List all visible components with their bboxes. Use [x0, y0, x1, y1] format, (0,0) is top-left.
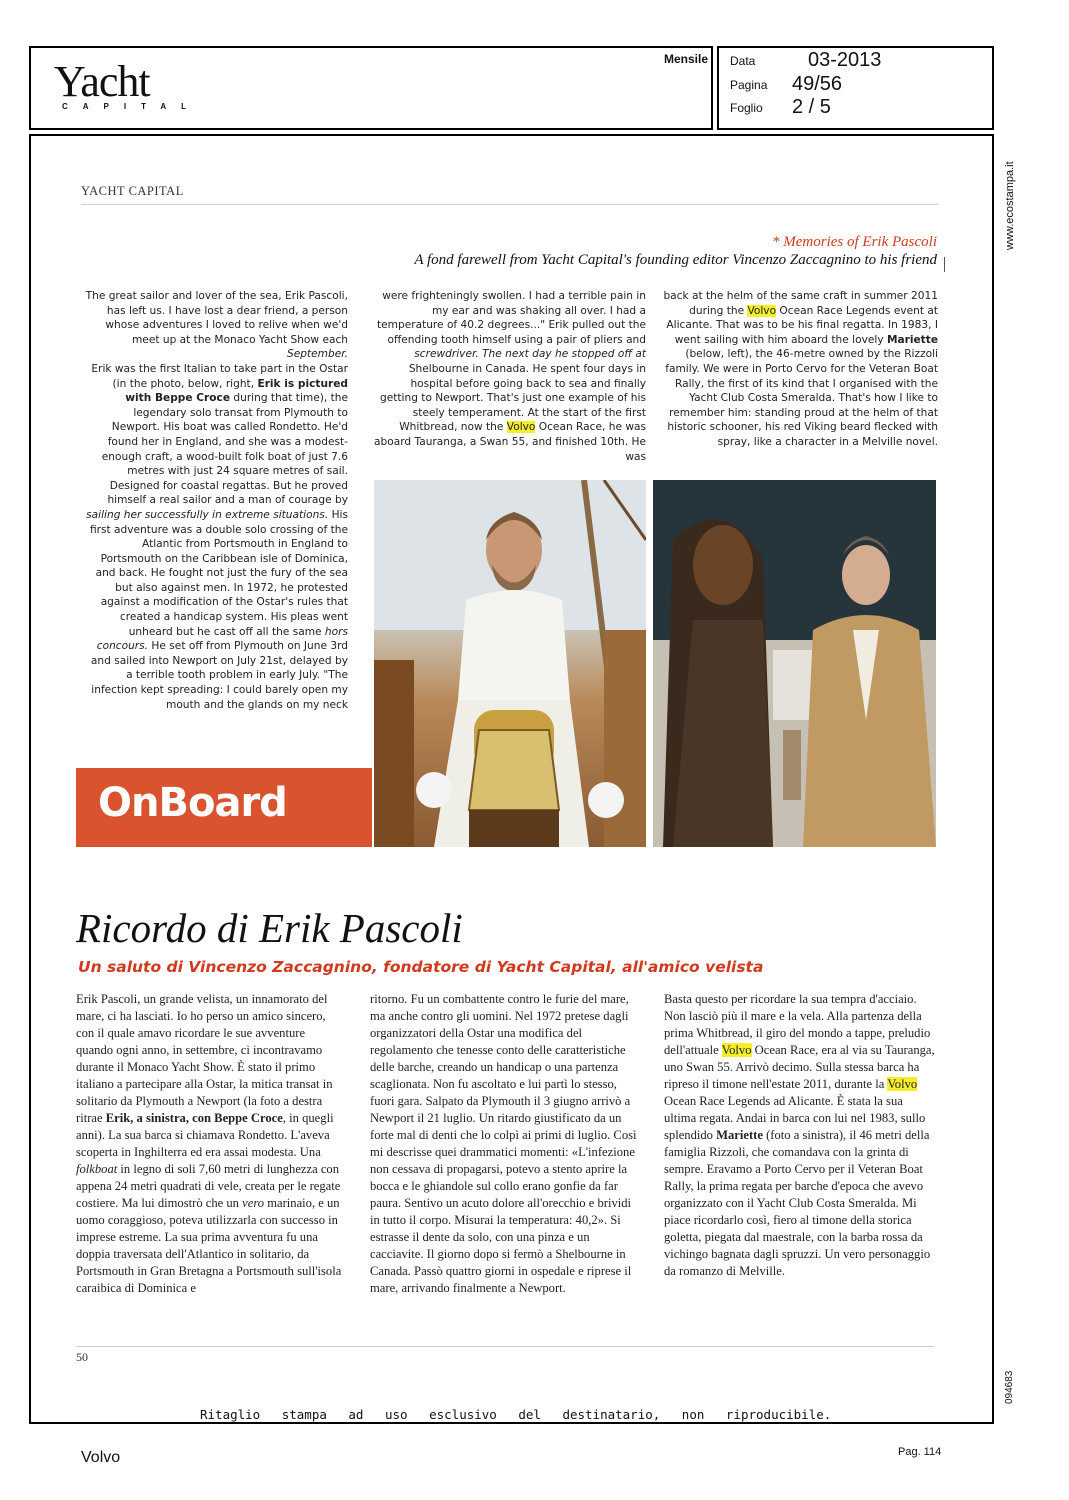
it-column-1: Erik Pascoli, un grande velista, un innamorato del mare, ci ha lasciati. Io ho perso un amico sincero, con il quale amavo ricordare le sue avventure quando ogni anno, in settembre, ci incontravamo durante il Monaco Yacht Show. È stato il primo italiano a partecipare alla Ostar, la mitica transat in solitario da Plymouth a Newport (la foto a destra ritrae Erik, a sinistra, con Beppe Croce, in quegli anni). La sua barca si chiamava Rondetto. L'aveva scoperta in Inghilterra ed era assai modesta. Una folkboat in legno di soli 7,60 metri di lunghezza con appena 24 metri quadrati di vele, creata per le regate costiere. Ma lui dimostrò che un vero marinaio, e un uomo coraggioso, poteva utilizzarla con successo in imprese estreme. La sua prima avventura fu una doppia traversata dell'Atlantico in solitario, da Portsmouth in Gran Bretagna a Portsmouth sull'isola caraibica di Dominica e: [76, 992, 342, 1295]
volvo-highlight: Volvo: [747, 304, 777, 317]
en-column-3: back at the helm of the same craft in summer 2011 during the Volvo Ocean Race Legends event at Alicante. That was to be his final regatta. In 1983, I went sailing with him aboard the lovely Mariette (below, left), the 46-metre owned by the Rizzoli family. We were in Porto Cervo for the Veteran Boat Rally, the first of its kind that I organised with the Yacht Club Costa Smeralda. That's how I like to remember him: standing proud at the helm of that historic schooner, his red Viking beard flecked with spray, like a character in a Melville novel.: [663, 290, 938, 448]
it-column-2: ritorno. Fu un combattente contro le furie del mare, ma anche contro gli uomini. Nel 1972 pretese dagli organizzatori della Ostar una modifica del regolamento che tenesse conto delle caratteristiche delle barche, creando un handicap o una partenza scaglionata. Non fu ascoltato e lui partì lo stesso, fuori gara. Salpato da Plymouth il 3 giugno arrivò a Newport il 21 luglio. Un ritardo giustificato da un forte mal di denti che lo colpì ai primi di luglio. Così mi descrisse quei drammatici momenti: «L'infezione non cessava di propagarsi, potevo a stento aprire la bocca e le ghiandole sul collo erano gonfie da far paura. Sentivo un acuto dolore all'orecchio e brividi in tutto il corpo. Misurai la temperatura: 40,2». Si estrasse il dente da solo, con una pinza e un cacciavite. Il giorno dopo si fermò a Shelbourne in Canada. Passò quattro giorni in ospedale e riprese il mare, arrivando finalmente a Newport.: [370, 992, 637, 1295]
kicker-text: Memories of Erik Pascoli: [783, 234, 937, 250]
kicker: [772, 234, 937, 251]
volvo-highlight: Volvo: [721, 1043, 752, 1057]
section-label: YACHT CAPITAL: [81, 184, 184, 198]
en-col1-p2: Erik was the first Italian to take part in the Ostar (in the photo, below, right, Erik is pictured with Beppe Croce during that time), the legendary solo transat from Plymouth to Newport. His boat was called Rondetto. He'd found her in England, and she was a modest-enough craft, a wood-built folk boat of just 7.6 metres with just 24 square metres of sail. Designed for coastal regattas. But he proved himself a real sailor and a man of courage by sailing her successfully in extreme situations. His first adventure was a double solo crossing of the Atlantic from Portsmouth in England to Portsmouth on the Caribbean isle of Dominica, and back. He fought not just the fury of the sea but also against men. In 1972, he protested against a modification of the Ostar's rules that created a handicap system. His pleas went unheard but he cast off all the same hors concours. He set off from Plymouth on June 3rd and sailed into Newport on July 21st, delayed by a terrible tooth problem in early July. "The infection kept spreading: I could barely open my mouth and the glands on my neck: [86, 362, 348, 711]
foglio-value: 2 / 5: [792, 96, 831, 118]
pagina-label: Pagina: [730, 78, 768, 92]
side-code: 094683: [1004, 1370, 1015, 1404]
kicker-star: *: [772, 234, 780, 250]
pagina-value: 49/56: [792, 73, 843, 95]
subtitle-it: Un saluto di Vincenzo Zaccagnino, fondatore di Yacht Capital, all'amico velista: [78, 958, 764, 976]
data-value: 03-2013: [808, 49, 882, 71]
photo-erik-at-helm: [374, 480, 646, 847]
title-it: Ricordo di Erik Pascoli: [76, 905, 463, 951]
subtitle-en: A fond farewell from Yacht Capital's founding editor Vincenzo Zaccagnino to his friend: [414, 252, 937, 268]
logo-yacht: Yacht: [54, 57, 150, 106]
en-column-1: [84, 289, 348, 712]
foglio-label: Foglio: [730, 101, 763, 115]
photo-erik-with-beppe-croce: [653, 480, 936, 847]
photo-croce-illustration: [653, 480, 936, 847]
bottom-rule: [76, 1346, 934, 1347]
en-column-2: were frighteningly swollen. I had a terrible pain in my ear and was shaking all over. I had a temperature of 40.2 degrees..." Erik pulled out the offending tooth himself using a pair of pliers and screwdriver. The next day he stopped off at Shelbourne in Canada. He spent four days in hospital before going back to sea and finally getting to Newport. That's just one example of his steely temperament. At the start of the first Whitbread, now the Volvo Ocean Race, he was aboard Tauranga, a Swan 55, and finished 10th. He was: [374, 290, 646, 463]
data-label: Data: [730, 54, 756, 68]
it-column-3: Basta questo per ricordare la sua tempra d'acciaio. Non lasciò più il mare e la vela. Alla partenza della prima Whitbread, il giro del mondo a tappe, preludio dell'attuale Volvo Ocean Race, era al via su Tauranga, uno Swan 55. Arrivò decimo. Sulla stessa barca ha ripreso il timone nell'estate 2011, durante la Volvo Ocean Race Legends ad Alicante. È stata la sua ultima regata. Andai in barca con lui nel 1983, sullo splendido Mariette (foto a sinistra), il 46 metri della famiglia Rizzoli, che comandava con la grinta di sempre. Eravamo a Porto Cervo per il Veteran Boat Rally, la prima regata per barche d'epoca che avevo organizzato con il Yacht Club Costa Smeralda. Mi piace ricordarlo così, fiero al timone della storica goletta, piegata dal maestrale, con la barba rossa da vichingo bagnata dagli spruzzi. Un vero personaggio da romanzo di Melville.: [664, 992, 935, 1278]
frequency-label: Mensile: [664, 52, 709, 66]
footer-keyword: Volvo: [81, 1449, 121, 1466]
photo-erik-illustration: [374, 480, 646, 847]
footer-notice: Ritaglio stampa ad uso esclusivo del destinatario, non riproducibile.: [200, 1407, 832, 1422]
en-col1-p1-end: September.: [287, 348, 348, 361]
volvo-highlight: Volvo: [887, 1077, 918, 1091]
subtitle-rule: [944, 257, 945, 272]
logo-capital: CAPITAL: [62, 102, 202, 111]
footer-page: Pag. 114: [898, 1446, 942, 1458]
onboard-label: OnBoard: [98, 780, 287, 826]
page-number: 50: [76, 1350, 88, 1364]
volvo-highlight: Volvo: [506, 421, 536, 434]
section-rule: [81, 204, 938, 205]
en-col1-p1: The great sailor and lover of the sea, Erik Pascoli, has left us. I have lost a dear friend, a person whose adventures I loved to relive when we'd meet up at the Monaco Yacht Show each September.: [85, 290, 348, 361]
en-col1-bold: Erik is pictured with Beppe Croce: [125, 377, 348, 405]
side-site: www.ecostampa.it: [1004, 161, 1016, 250]
